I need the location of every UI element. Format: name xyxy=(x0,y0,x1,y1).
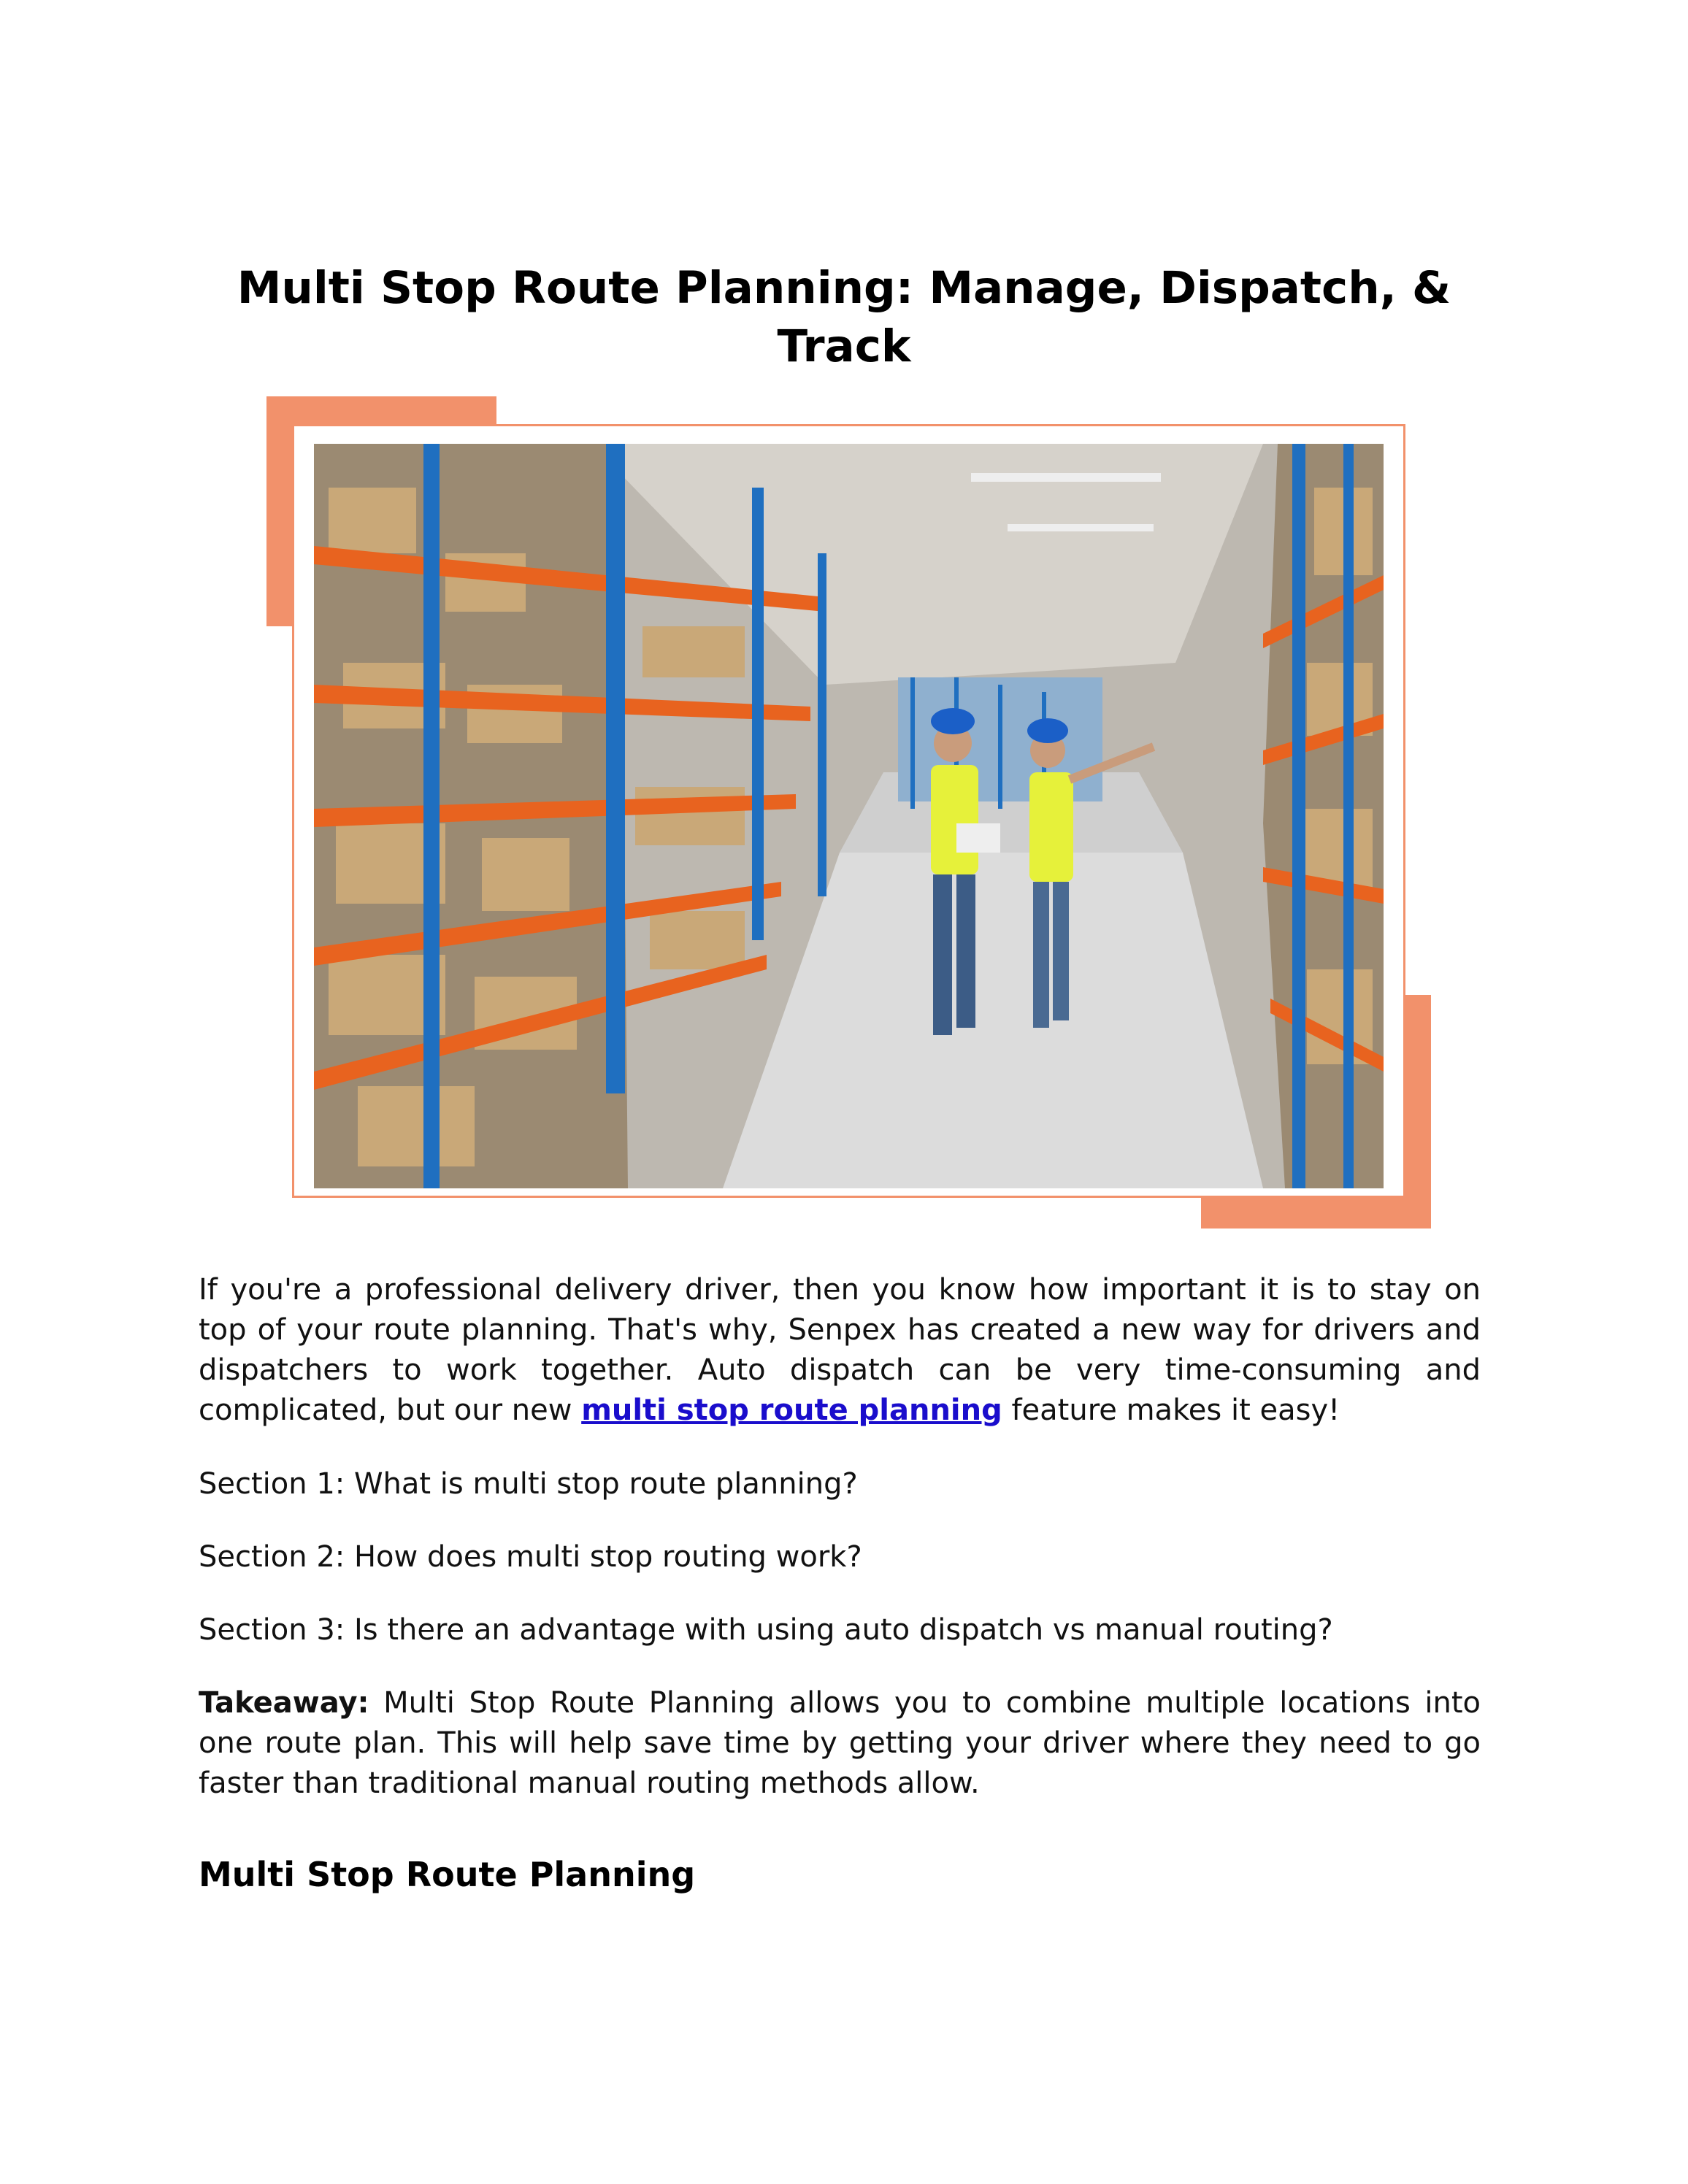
takeaway-label: Takeaway: xyxy=(199,1686,369,1720)
page-title: Multi Stop Route Planning: Manage, Dispatch, & Track xyxy=(237,262,1451,372)
section-heading: Multi Stop Route Planning xyxy=(199,1855,696,1894)
section-1-line: Section 1: What is multi stop route planning? xyxy=(199,1467,858,1501)
intro-text-before-link: If you're a professional delivery driver, then you know how important it is to stay on top of your route planning. That's why, Senpex has created a new way for drivers and dispatchers to work together. Auto dispatch can be very time-consuming and complicated, but our new xyxy=(199,1273,1481,1427)
multi-stop-route-planning-link[interactable]: multi stop route planning xyxy=(581,1393,1002,1427)
warehouse-photo xyxy=(314,444,1384,1188)
section-3-line: Section 3: Is there an advantage with using auto dispatch vs manual routing? xyxy=(199,1613,1333,1647)
intro-text-after-link: feature makes it easy! xyxy=(1002,1393,1340,1427)
section-2-line: Section 2: How does multi stop routing work? xyxy=(199,1540,862,1574)
takeaway-paragraph xyxy=(199,1683,1481,1804)
intro-paragraph xyxy=(199,1270,1481,1431)
takeaway-text: Multi Stop Route Planning allows you to combine multiple locations into one route plan. This will help save time by getting your driver where they need to go faster than traditional manual routing methods allow. xyxy=(199,1686,1481,1800)
hero-image-frame xyxy=(266,396,1431,1228)
